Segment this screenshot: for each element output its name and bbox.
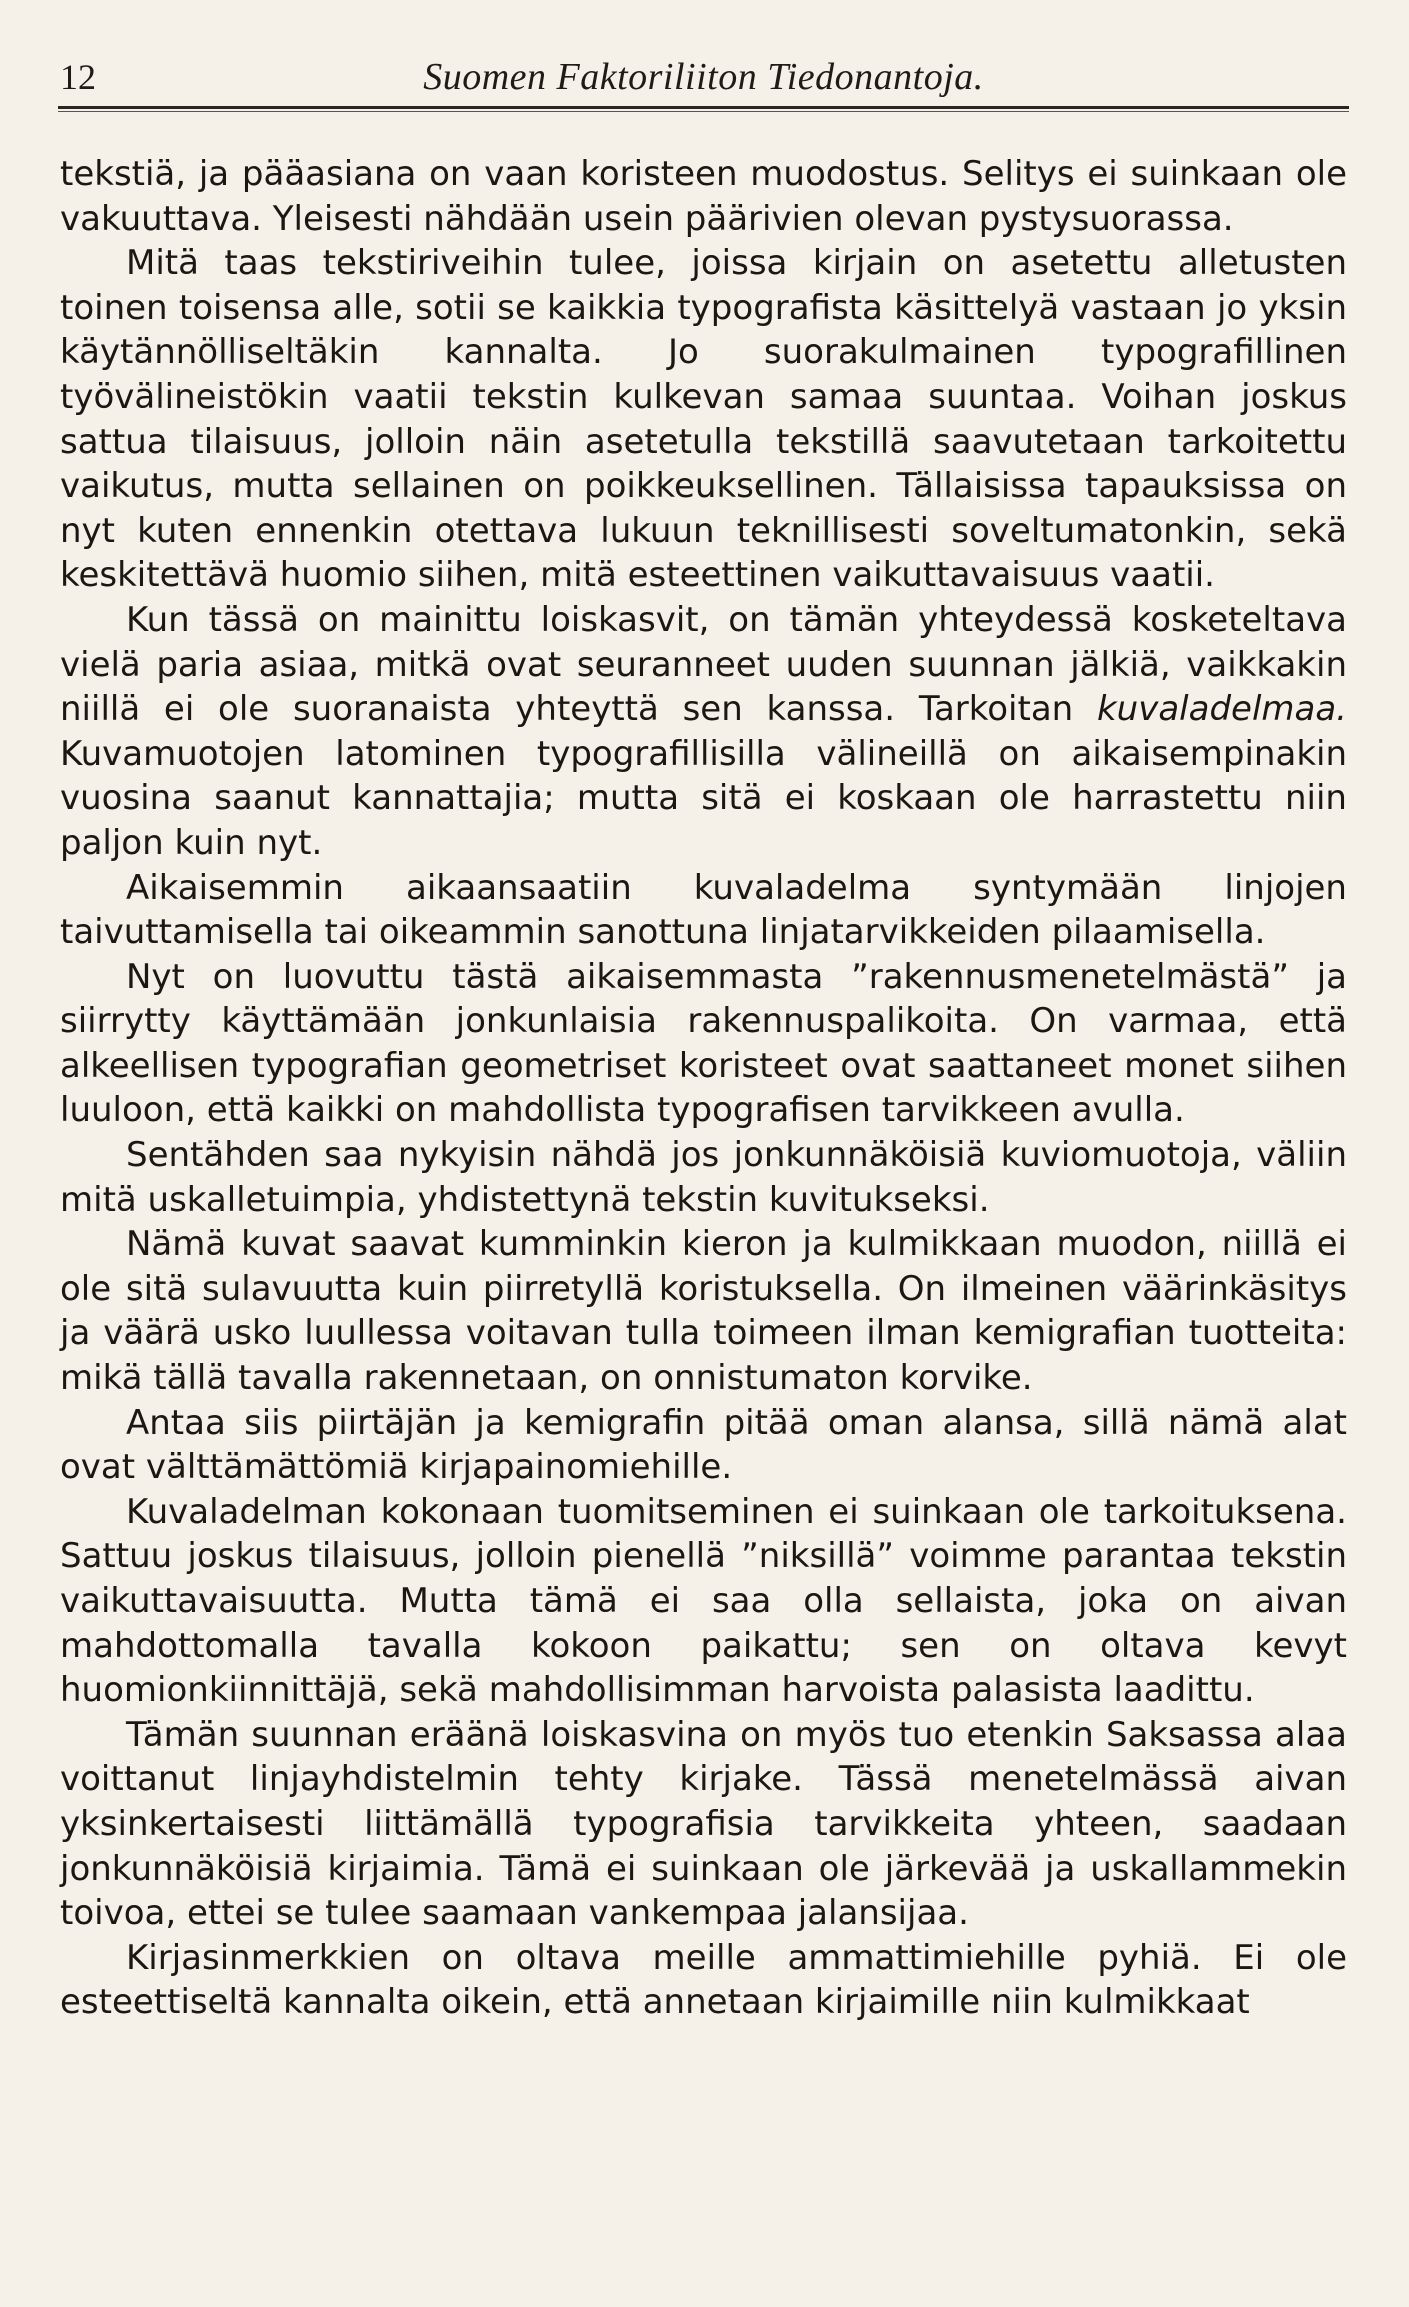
page-number: 12 [60,57,96,97]
paragraph-2: Mitä taas tekstiriveihin tulee, joissa kirjain on asetettu alletusten toinen toisensa alle, sotii se kaikkia typografista käsittelyä vastaan jo yksin käytännölliseltäkin kannalta. Jo suorakulmainen typografillinen työvälineistökin vaatii tekstin kulkevan samaa suuntaa. Voihan joskus sattua tilaisuus, jolloin näin asetetulla tekstillä saavutetaan tarkoitettu vaikutus, mutta sellainen on poikkeuksellinen. Tällaisissa tapauksissa on nyt kuten ennenkin otettava lukuun teknillisesti soveltumatonkin, sekä keskitettävä huomio siihen, mitä esteettinen vaikuttavaisuus vaatii. [60,243,1347,596]
paragraph-10: Tämän suunnan eräänä loiskasvina on myös tuo etenkin Saksassa alaa voittanut linjayhdistelmin tehty kirjake. Tässä menetelmässä aivan yksinkertaisesti liittämällä typografisia tarvikkeita yhteen, saadaan jonkunnäköisiä kirjaimia. Tämä ei suinkaan ole järkevää ja uskallammekin toivoa, ettei se tulee saamaan vankempaa jalansijaa. [60,1714,1347,1934]
paragraph-11: Kirjasinmerkkien on oltava meille ammattimiehille pyhiä. Ei ole esteettiseltä kannalta oikein, että annetaan kirjaimille niin kulmikkaat [60,1937,1347,2023]
paragraph-1: tekstiä, ja pääasiana on vaan koristeen muodostus. Selitys ei suinkaan ole vakuuttava. Yleisesti nähdään usein päärivien olevan pystysuorassa. [60,154,1347,239]
paragraph-3 [60,598,1347,866]
paragraph-9: Kuvaladelman kokonaan tuomitseminen ei suinkaan ole tarkoituksena. Sattuu joskus tilaisuus, jolloin pienellä ”niksillä” voimme parantaa tekstin vaikuttavaisuutta. Mutta tämä ei saa olla sellaista, joka on aivan mahdottomalla tavalla kokoon paikattu; sen on oltava kevyt huomionkiinnittäjä, sekä mahdollisimman harvoista palasista laadittu. [60,1491,1347,1711]
emphasis-kuvaladelmaa: kuvaladelmaa. [1096,689,1347,730]
running-title: Suomen Faktoriliiton Tiedonantoja. [423,56,984,98]
paragraph-3-before: Kun tässä on mainittu loiskasvit, on tämän yhteydessä kosketeltava vielä paria asiaa, mitkä ovat seuranneet uuden suunnan jälkiä, vaikkakin niillä ei ole suoranaista yhteyttä sen kanssa. Tarkoitan [60,599,1347,730]
body-text [60,152,1347,2025]
header-rule [58,106,1349,109]
paragraph-4: Aikaisemmin aikaansaatiin kuvaladelma syntymään linjojen taivuttamisella tai oikeammin sanottuna linjatarvikkeiden pilaamisella. [60,867,1347,953]
page-header [58,52,1349,102]
header-rule-thin [58,111,1349,112]
paragraph-3-after: Kuvamuotojen latominen typografillisilla välineillä on aikaisempinakin vuosina saanut kannattajia; mutta sitä ei koskaan ole harrastettu niin paljon kuin nyt. [60,733,1347,863]
paragraph-7: Nämä kuvat saavat kumminkin kieron ja kulmikkaan muodon, niillä ei ole sitä sulavuutta kuin piirretyllä koristuksella. On ilmeinen väärinkäsitys ja väärä usko luullessa voitavan tulla toimeen ilman kemigrafian tuotteita: mikä tällä tavalla rakennetaan, on onnistumaton korvike. [60,1224,1347,1399]
paragraph-6: Sentähden saa nykyisin nähdä jos jonkunnäköisiä kuviomuotoja, väliin mitä uskalletuimpia, yhdistettynä tekstin kuvitukseksi. [60,1135,1347,1220]
paragraph-8: Antaa siis piirtäjän ja kemigrafin pitää oman alansa, sillä nämä alat ovat välttämättömiä kirjapainomiehille. [60,1402,1347,1488]
paragraph-5: Nyt on luovuttu tästä aikaisemmasta ”rakennusmenetelmästä” ja siirrytty käyttämään jonkunlaisia rakennuspalikoita. On varmaa, että alkeellisen typografian geometriset koristeet ovat saattaneet monet siihen luuloon, että kaikki on mahdollista typografisen tarvikkeen avulla. [60,956,1347,1131]
